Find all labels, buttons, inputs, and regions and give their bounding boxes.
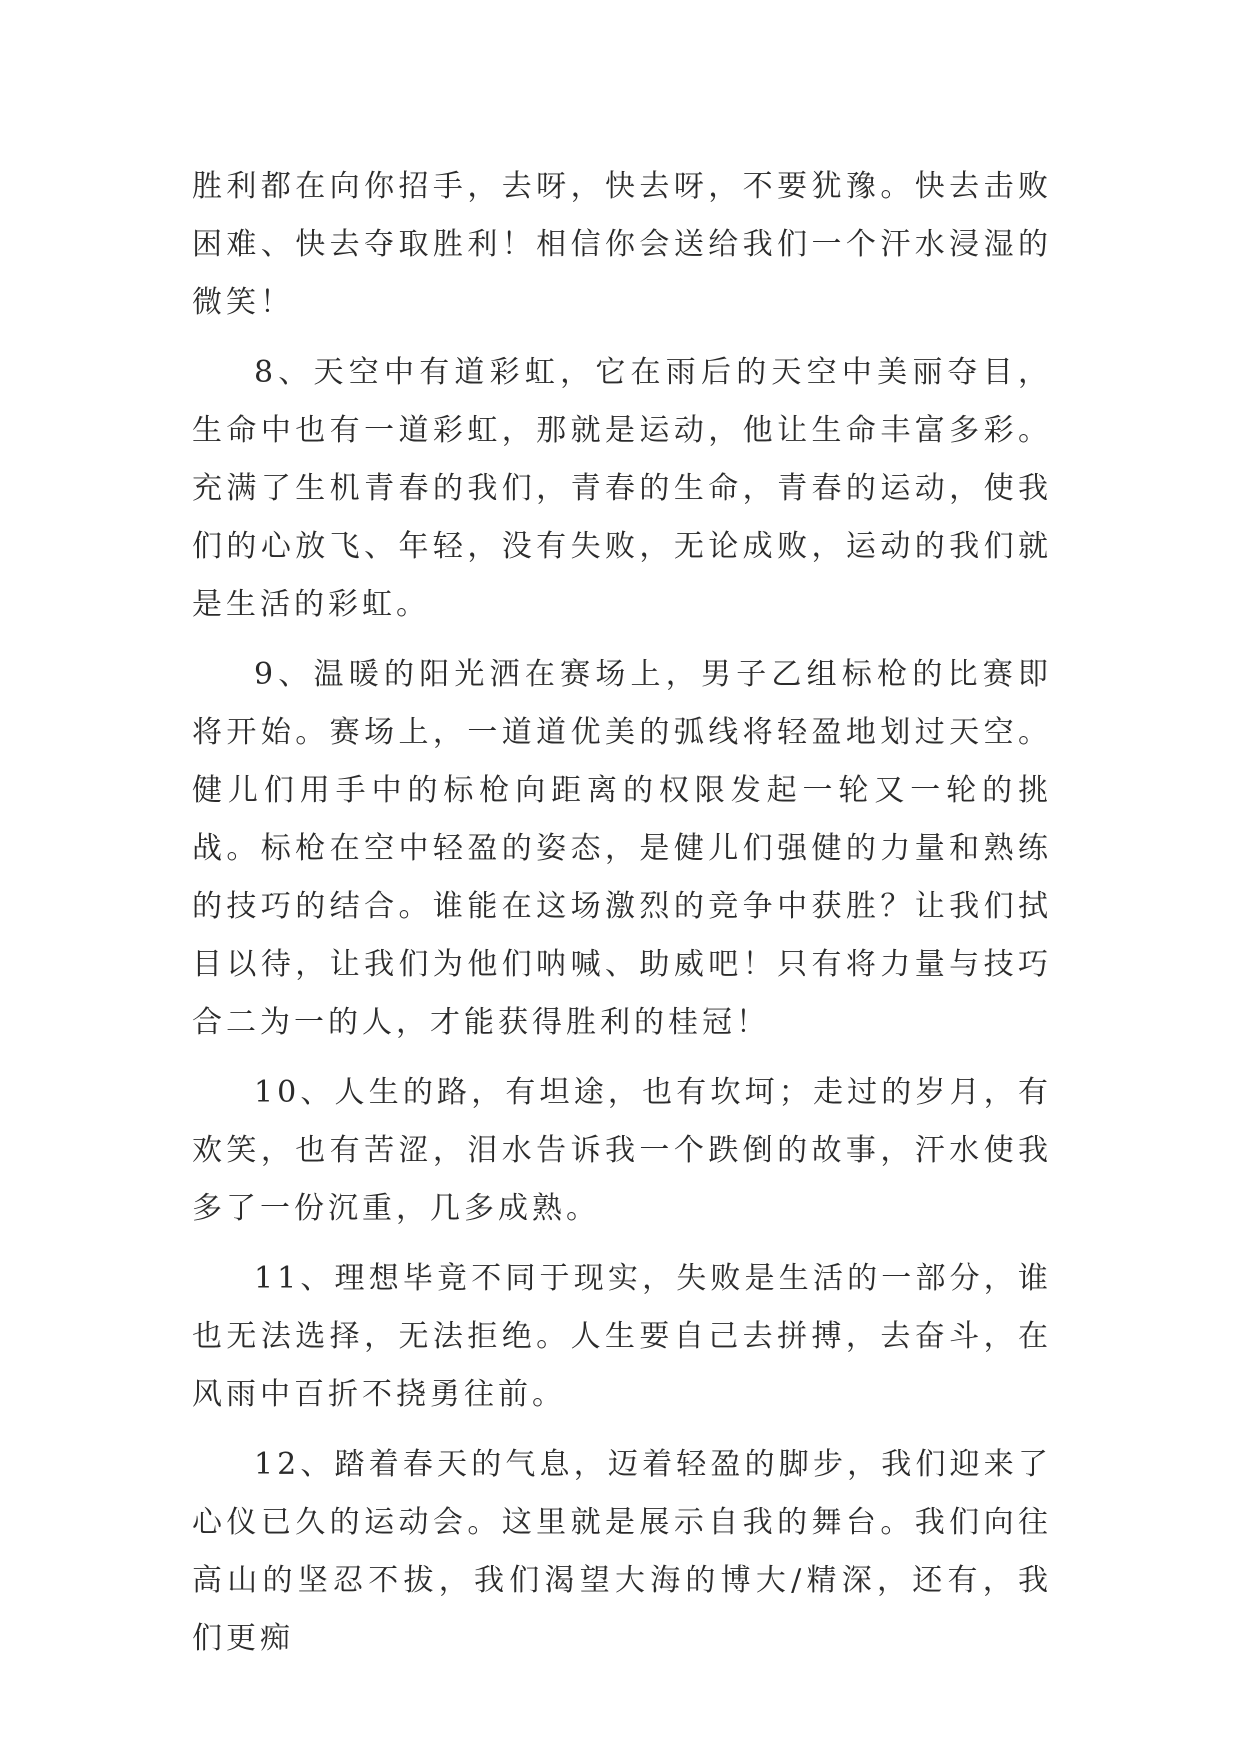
paragraph-9: 9、温暖的阳光洒在赛场上，男子乙组标枪的比赛即将开始。赛场上，一道道优美的弧线将轻盈地划过天空。健儿们用手中的标枪向距离的权限发起一轮又一轮的挑战。标枪在空中轻盈的姿态，是健儿们强健的力量和熟练的技巧的结合。谁能在这场激烈的竞争中获胜？让我们拭目以待，让我们为他们呐喊、助威吧！只有将力量与技巧合二为一的人，才能获得胜利的桂冠！	[192, 657, 1052, 1040]
paragraph-12: 12、踏着春天的气息，迈着轻盈的脚步，我们迎来了心仪已久的运动会。这里就是展示自我的舞台。我们向往高山的坚忍不拔，我们渴望大海的博大/精深，还有，我们更痴	[192, 1447, 1052, 1656]
paragraph-continuation: 胜利都在向你招手，去呀，快去呀，不要犹豫。快去击败困难、快去夺取胜利！相信你会送给我们一个汗水浸湿的微笑！	[192, 169, 1052, 320]
paragraph-11: 11、理想毕竟不同于现实，失败是生活的一部分，谁也无法选择，无法拒绝。人生要自己去拼搏，去奋斗，在风雨中百折不挠勇往前。	[192, 1261, 1052, 1412]
paragraph-10: 10、人生的路，有坦途，也有坎坷；走过的岁月，有欢笑，也有苦涩，泪水告诉我一个跌倒的故事，汗水使我多了一份沉重，几多成熟。	[192, 1075, 1052, 1226]
document-body	[192, 158, 1052, 1680]
paragraph-8: 8、天空中有道彩虹，它在雨后的天空中美丽夺目，生命中也有一道彩虹，那就是运动，他让生命丰富多彩。充满了生机青春的我们，青春的生命，青春的运动，使我们的心放飞、年轻，没有失败，无论成败，运动的我们就是生活的彩虹。	[192, 355, 1052, 622]
